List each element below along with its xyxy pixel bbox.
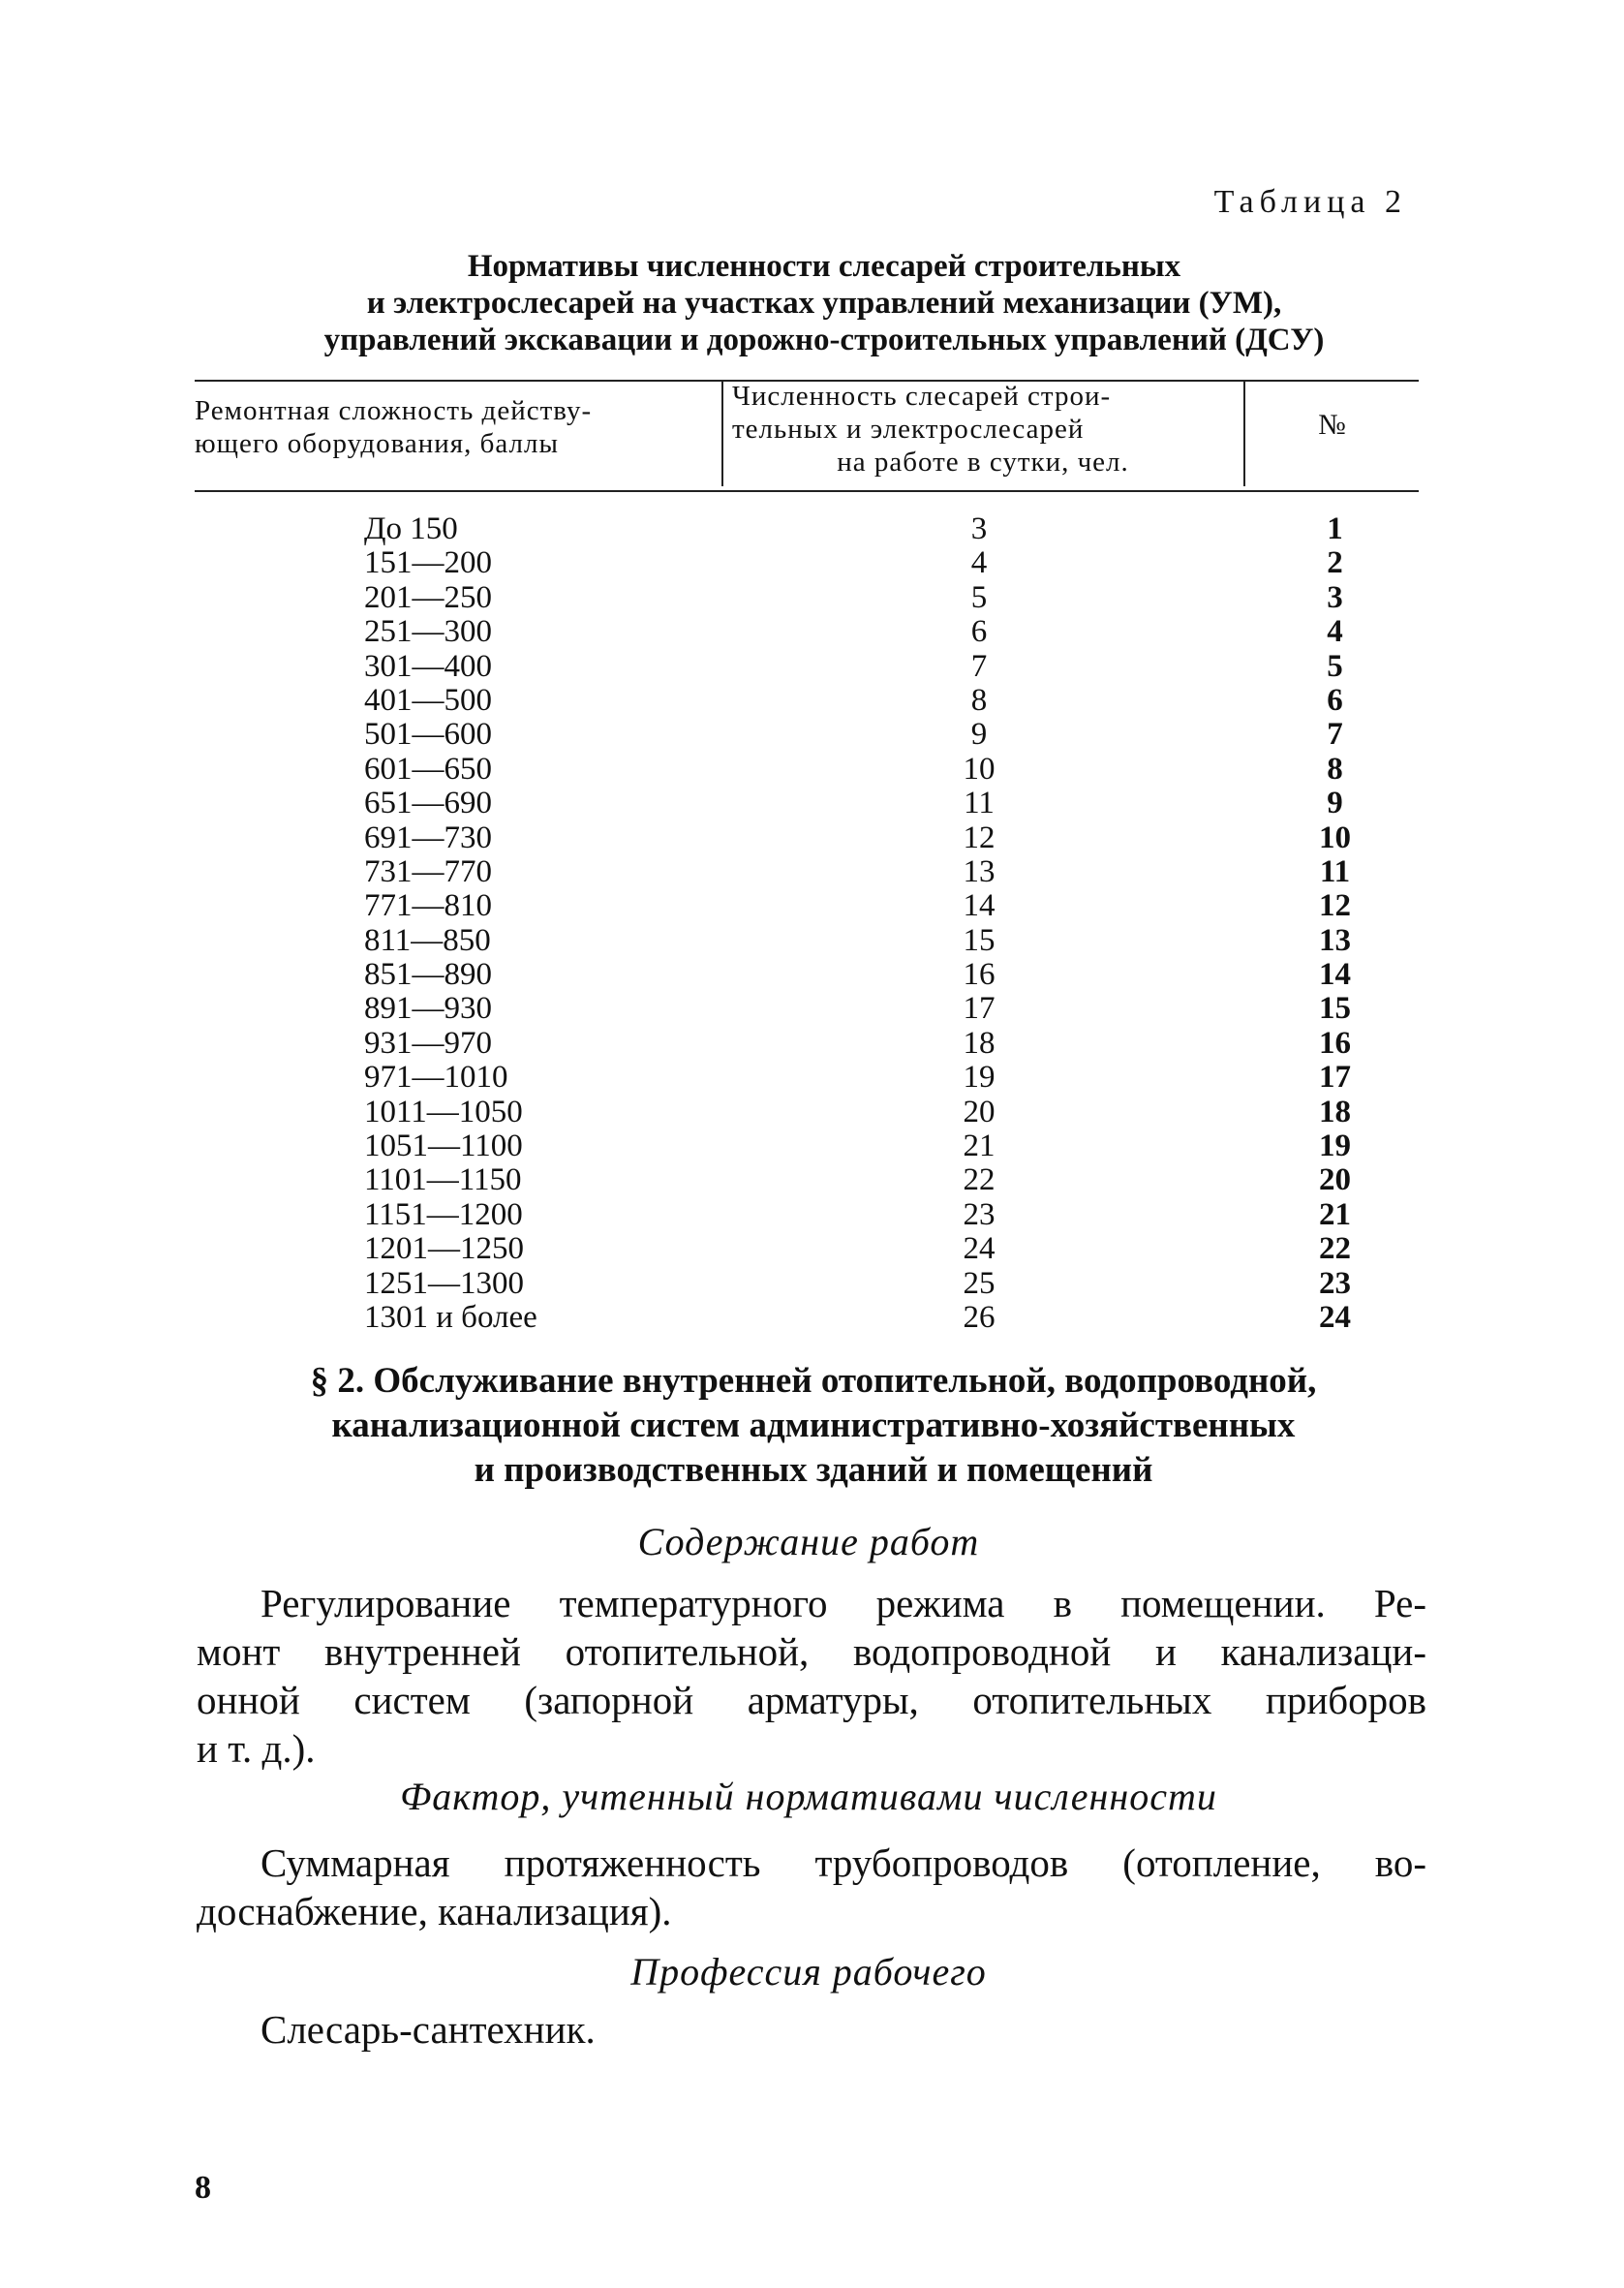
table-row xyxy=(195,1129,1419,1163)
cell-worker-count: 16 xyxy=(963,957,996,993)
table-row xyxy=(195,1198,1419,1232)
cell-worker-count: 23 xyxy=(963,1196,996,1232)
table-row xyxy=(195,958,1419,992)
cell-number: 22 xyxy=(1319,1231,1351,1267)
cell-number: 8 xyxy=(1327,751,1343,787)
cell-worker-count: 4 xyxy=(970,545,988,581)
cell-worker-count: 21 xyxy=(963,1129,996,1164)
paragraph-line: монт внутренней отопительной, водопроводной и канализаци- xyxy=(197,1629,1426,1674)
work-content-heading: Содержание работ xyxy=(637,1520,980,1563)
cell-worker-count: 17 xyxy=(963,991,996,1027)
cell-worker-count: 7 xyxy=(970,648,988,684)
cell-number: 7 xyxy=(1327,717,1343,753)
table-row xyxy=(195,581,1419,615)
paragraph-line: доснабжение, канализация). xyxy=(197,1889,672,1933)
cell-number: 19 xyxy=(1319,1129,1351,1164)
cell-number: 4 xyxy=(1327,614,1343,650)
header-line: на работе в сутки, чел. xyxy=(837,447,1129,478)
factor-paragraph xyxy=(197,1839,1426,1935)
table-row xyxy=(195,512,1419,546)
cell-repair-range: 851—890 xyxy=(364,957,492,993)
profession-text xyxy=(260,2005,1035,2054)
cell-number: 20 xyxy=(1319,1162,1351,1198)
cell-number: 23 xyxy=(1319,1265,1351,1301)
section-title-line: и производственных зданий и помещений xyxy=(474,1450,1153,1490)
cell-number: 14 xyxy=(1319,957,1351,993)
table-title-line: и электрослесарей на участках управлений механизации (УМ), xyxy=(366,286,1282,321)
table-row xyxy=(195,889,1419,923)
cell-number: 18 xyxy=(1319,1094,1351,1129)
section-title-line: § 2. Обслуживание внутренней отопительной, водопроводной, xyxy=(310,1361,1317,1401)
table-row xyxy=(195,924,1419,958)
cell-number: 3 xyxy=(1327,579,1343,615)
table-body xyxy=(195,512,1419,1335)
cell-repair-range: 301—400 xyxy=(364,648,492,684)
cell-repair-range: 251—300 xyxy=(364,614,492,650)
cell-repair-range: 891—930 xyxy=(364,991,492,1027)
profession-heading: Профессия рабочего xyxy=(630,1950,987,1994)
table-row xyxy=(195,1267,1419,1301)
cell-worker-count: 6 xyxy=(970,614,988,650)
factor-heading: Фактор, учтенный нормативами численности xyxy=(400,1775,1217,1818)
table-title-line: управлений экскавации и дорожно-строительных управлений (ДСУ) xyxy=(323,323,1325,357)
cell-repair-range: 1051—1100 xyxy=(364,1129,523,1164)
table-row xyxy=(195,1232,1419,1266)
cell-worker-count: 26 xyxy=(963,1299,996,1335)
section-title xyxy=(174,1359,1453,1493)
column-divider xyxy=(1243,382,1245,486)
table-row xyxy=(195,1096,1419,1129)
cell-repair-range: 1301 и более xyxy=(364,1299,537,1335)
header-number: № xyxy=(1318,409,1347,441)
cell-repair-range: 731—770 xyxy=(364,853,492,889)
table-label: Таблица 2 xyxy=(1213,184,1407,220)
page-number: 8 xyxy=(195,2170,211,2206)
table-row xyxy=(195,546,1419,580)
table-row xyxy=(195,992,1419,1026)
header-line: Ремонтная сложность действу- xyxy=(195,395,593,426)
header-worker-count xyxy=(732,380,1234,484)
table-row xyxy=(195,615,1419,649)
paragraph-line: и т. д.). xyxy=(197,1726,316,1771)
cell-worker-count: 12 xyxy=(963,819,996,855)
header-line: ющего оборудования, баллы xyxy=(195,428,559,459)
cell-worker-count: 25 xyxy=(963,1265,996,1301)
cell-worker-count: 20 xyxy=(963,1094,996,1129)
cell-repair-range: 931—970 xyxy=(364,1025,492,1061)
cell-repair-range: 811—850 xyxy=(364,922,491,958)
cell-number: 15 xyxy=(1319,991,1351,1027)
cell-repair-range: 151—200 xyxy=(364,545,492,581)
cell-worker-count: 24 xyxy=(963,1231,996,1267)
cell-number: 16 xyxy=(1319,1025,1351,1061)
cell-number: 2 xyxy=(1327,545,1343,581)
cell-repair-range: 1151—1200 xyxy=(364,1196,523,1232)
cell-number: 1 xyxy=(1327,511,1343,546)
cell-worker-count: 22 xyxy=(963,1162,996,1198)
table-title-line: Нормативы численности слесарей строительных xyxy=(467,249,1181,284)
cell-number: 24 xyxy=(1319,1299,1351,1335)
cell-number: 10 xyxy=(1319,819,1351,855)
cell-repair-range: 971—1010 xyxy=(364,1060,508,1096)
cell-repair-range: 771—810 xyxy=(364,888,492,924)
cell-repair-range: 601—650 xyxy=(364,751,492,787)
table-row xyxy=(195,718,1419,752)
table-row xyxy=(195,753,1419,787)
cell-repair-range: 201—250 xyxy=(364,579,492,615)
table-title xyxy=(232,248,1416,358)
cell-worker-count: 8 xyxy=(970,682,988,718)
work-content-paragraph xyxy=(197,1579,1426,1773)
cell-number: 12 xyxy=(1319,888,1351,924)
column-divider xyxy=(721,382,723,486)
cell-repair-range: 1101—1150 xyxy=(364,1162,522,1198)
cell-worker-count: 13 xyxy=(963,853,996,889)
cell-worker-count: 3 xyxy=(970,511,988,546)
cell-number: 11 xyxy=(1319,853,1351,889)
table-row xyxy=(195,650,1419,684)
table-row xyxy=(195,1027,1419,1061)
cell-worker-count: 5 xyxy=(970,579,988,615)
cell-worker-count: 15 xyxy=(963,922,996,958)
header-line: тельных и электрослесарей xyxy=(732,414,1085,445)
header-repair-complexity xyxy=(195,394,712,499)
cell-repair-range: 651—690 xyxy=(364,786,492,821)
table-row xyxy=(195,787,1419,820)
table-row xyxy=(195,1163,1419,1197)
cell-number: 21 xyxy=(1319,1196,1351,1232)
table-row xyxy=(195,855,1419,889)
cell-number: 17 xyxy=(1319,1060,1351,1096)
table-row xyxy=(195,821,1419,855)
cell-number: 9 xyxy=(1327,786,1343,821)
cell-worker-count: 9 xyxy=(970,717,988,753)
cell-worker-count: 10 xyxy=(963,751,996,787)
cell-repair-range: 401—500 xyxy=(364,682,492,718)
cell-number: 13 xyxy=(1319,922,1351,958)
cell-number: 6 xyxy=(1327,682,1343,718)
cell-repair-range: 1201—1250 xyxy=(364,1231,524,1267)
table-row xyxy=(195,1061,1419,1095)
cell-worker-count: 11 xyxy=(964,786,995,821)
table-header-rule xyxy=(195,490,1419,492)
paragraph-line: онной систем (запорной арматуры, отопительных приборов xyxy=(197,1678,1426,1722)
section-title-line: канализационной систем административно-хозяйственных xyxy=(331,1406,1296,1445)
paragraph-line: Регулирование температурного режима в помещении. Ре- xyxy=(260,1581,1426,1625)
header-line: Численность слесарей строи- xyxy=(732,381,1112,412)
cell-worker-count: 18 xyxy=(963,1025,996,1061)
paragraph-line: Слесарь-сантехник. xyxy=(260,2007,596,2052)
cell-repair-range: До 150 xyxy=(364,511,458,546)
table-row xyxy=(195,684,1419,718)
cell-number: 5 xyxy=(1327,648,1343,684)
cell-worker-count: 14 xyxy=(963,888,996,924)
cell-repair-range: 691—730 xyxy=(364,819,492,855)
cell-worker-count: 19 xyxy=(963,1060,996,1096)
cell-repair-range: 1251—1300 xyxy=(364,1265,524,1301)
paragraph-line: Суммарная протяженность трубопроводов (отопление, во- xyxy=(260,1840,1426,1885)
cell-repair-range: 1011—1050 xyxy=(364,1094,523,1129)
table-row xyxy=(195,1301,1419,1335)
cell-repair-range: 501—600 xyxy=(364,717,492,753)
